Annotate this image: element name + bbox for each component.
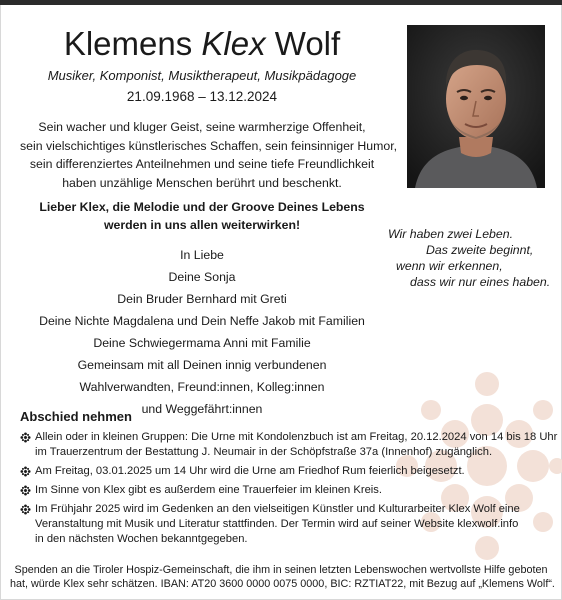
donation-line: Spenden an die Tiroler Hospiz-Gemeinschaft, die ihm in seinen letzten Lebenswochen wertvollste Hilfe geboten: [14, 564, 548, 576]
mourners: [20, 244, 384, 420]
professions: Musiker, Komponist, Musiktherapeut, Musikpädagoge: [47, 68, 357, 83]
mourner-line: Deine Nichte Magdalena und Dein Neffe Jakob mit Familien: [39, 314, 365, 328]
mourner-line: und Weggefährt:innen: [141, 402, 263, 416]
farewell-line: Allein oder in kleinen Gruppen: Die Urne mit Kondolenzbuch ist am Freitag, 20.12.2024 von 14 bis 18 Uhr: [35, 431, 558, 443]
list-item: [20, 502, 550, 547]
eulogy: [20, 118, 398, 192]
eulogy-line: sein differenziertes Anteilnehmen und seine tiefe Freundlichkeit: [29, 157, 375, 171]
motto: [20, 198, 384, 234]
first-name: Klemens: [63, 25, 193, 62]
flower-bullet-icon: [20, 432, 31, 443]
donation-note: [10, 563, 555, 591]
quote-line: wenn wir erkennen,: [396, 259, 503, 273]
farewell-line: im Trauerzentrum der Bestattung J. Neumair in der Schöpfstraße 37a (Innenhof) zugänglich.: [35, 446, 493, 458]
flower-bullet-icon: [20, 466, 31, 477]
portrait-illustration: [407, 25, 545, 188]
quote-line: dass wir nur eines haben.: [410, 275, 551, 289]
mourner-line: Deine Sonja: [168, 270, 236, 284]
flower-bullet-icon: [20, 504, 31, 515]
motto-line: Lieber Klex, die Melodie und der Groove Deines Lebens: [39, 200, 365, 214]
farewell-line: Am Freitag, 03.01.2025 um 14 Uhr wird die Urne am Friedhof Rum feierlich beigesetzt.: [35, 465, 465, 477]
eulogy-line: sein vielschichtiges künstlerisches Schaffen, sein feinsinniger Humor,: [20, 138, 398, 153]
deceased-name: [20, 24, 384, 64]
farewell-line: Veranstaltung mit Musik und Literatur stattfinden. Der Termin wird auf seiner Website klexwolf.info: [35, 518, 519, 530]
mourner-line: Deine Schwiegermama Anni mit Familie: [93, 336, 311, 350]
last-name: Wolf: [274, 25, 341, 62]
top-rule: [0, 0, 562, 5]
farewell-title: Abschied nehmen: [20, 409, 132, 424]
quote: [384, 226, 551, 290]
list-item: [20, 483, 550, 498]
mourner-line: Dein Bruder Bernhard mit Greti: [117, 292, 287, 306]
quote-line: Das zweite beginnt,: [426, 243, 534, 257]
life-dates: 21.09.1968 – 13.12.2024: [126, 89, 278, 104]
donation-line: hat, würde Klex sehr schätzen. IBAN: AT20 3600 0000 0075 0000, BIC: RZTIAT22, mit Bezug auf „Klemens Wolf“.: [10, 578, 555, 590]
motto-line: werden in uns allen weiterwirken!: [103, 218, 301, 232]
flower-bullet-icon: [20, 485, 31, 496]
nickname: Klex: [201, 25, 266, 62]
farewell-line: Im Frühjahr 2025 wird im Gedenken an den vielseitigen Künstler und Kulturarbeiter Klex Wolf eine: [35, 503, 520, 515]
farewell-list: [20, 430, 558, 551]
mourner-line: Gemeinsam mit all Deinen innig verbundenen: [77, 358, 327, 372]
mourner-line: In Liebe: [180, 248, 224, 262]
farewell-line: Im Sinne von Klex gibt es außerdem eine Trauerfeier im kleinen Kreis.: [35, 484, 382, 496]
eulogy-line: Sein wacher und kluger Geist, seine warmherzige Offenheit,: [38, 120, 366, 134]
farewell-line: in den nächsten Wochen bekanntgegeben.: [35, 533, 248, 545]
list-item: [20, 430, 558, 460]
eulogy-line: haben unzählige Menschen berührt und beschenkt.: [62, 175, 342, 190]
mourner-line: Wahlverwandten, Freund:innen, Kolleg:innen: [79, 380, 325, 394]
list-item: [20, 464, 550, 479]
quote-line: Wir haben zwei Leben.: [388, 227, 513, 241]
portrait-photo: [407, 25, 545, 188]
